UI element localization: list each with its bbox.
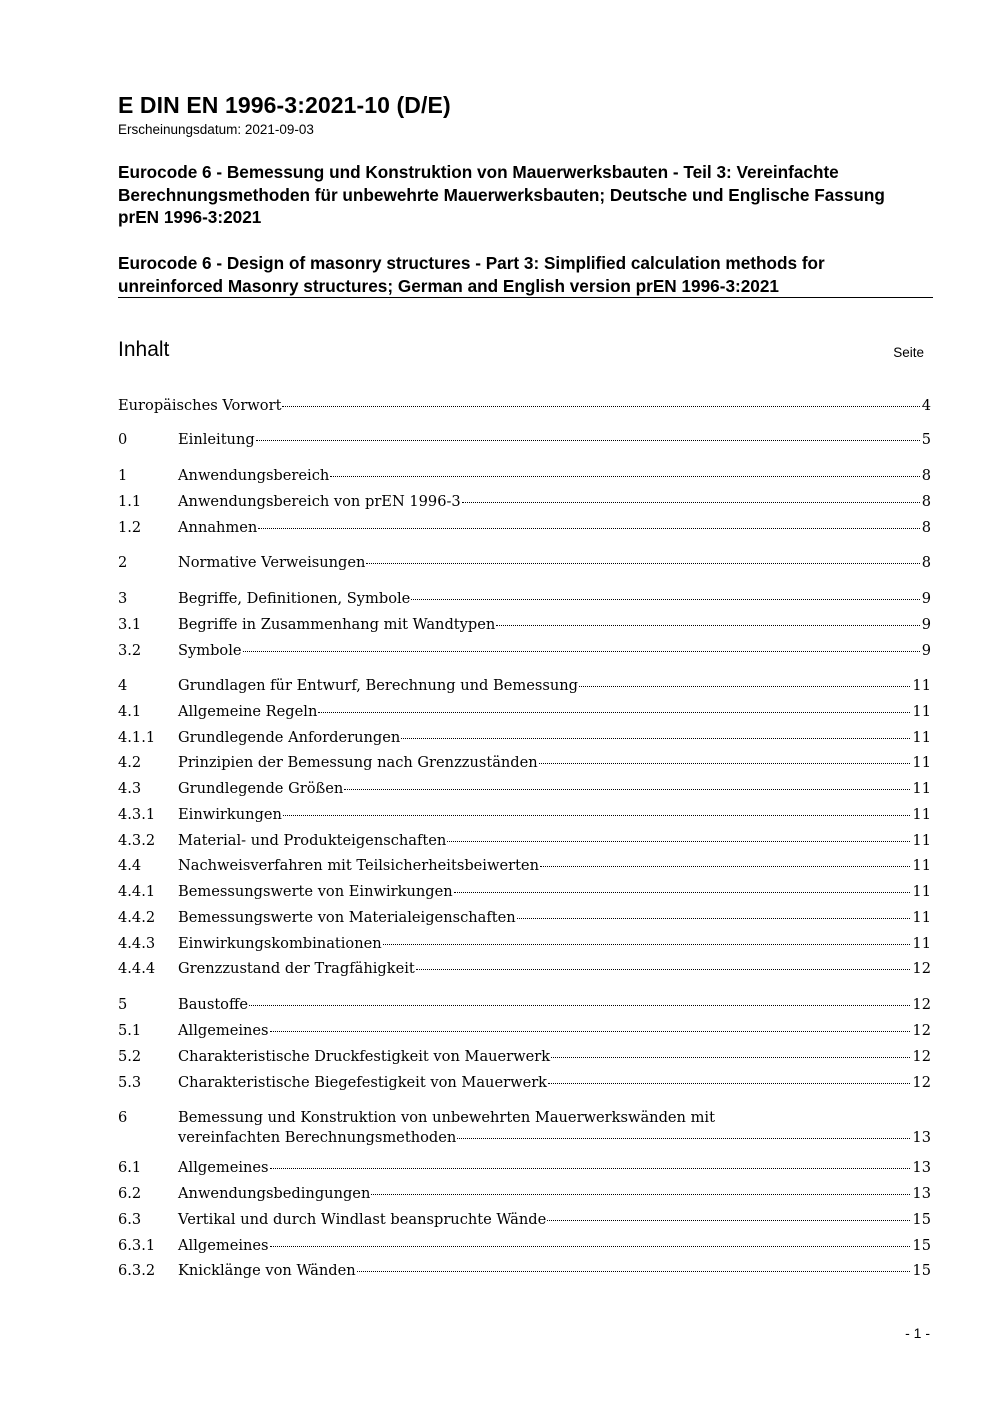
- toc-entry[interactable]: [118, 779, 931, 799]
- toc-dot-leader: [383, 944, 911, 945]
- toc-entry-title[interactable]: Anwendungsbedingungen: [178, 1185, 371, 1202]
- toc-entry-title[interactable]: Annahmen: [178, 519, 258, 536]
- toc-entry-page[interactable]: 11: [912, 677, 931, 694]
- toc-entry-title[interactable]: Bemessungswerte von Materialeigenschaften: [178, 909, 516, 926]
- toc-entry-title[interactable]: Europäisches Vorwort: [118, 397, 282, 414]
- toc-entry[interactable]: [118, 589, 931, 609]
- toc-heading: Inhalt: [118, 338, 170, 361]
- toc-entry-page[interactable]: 12: [912, 1074, 931, 1091]
- toc-entry-number: 6.3.2: [118, 1262, 156, 1279]
- toc-entry[interactable]: [118, 430, 931, 450]
- toc-entry-page[interactable]: 11: [912, 754, 931, 771]
- toc-entry-page[interactable]: 8: [921, 519, 931, 536]
- toc-entry-page[interactable]: 12: [912, 1022, 931, 1039]
- toc-dot-leader: [330, 476, 919, 477]
- toc-entry-number: 4.4: [118, 857, 142, 874]
- toc-entry-number: 4.3.2: [118, 832, 156, 849]
- toc-dot-leader: [539, 763, 911, 764]
- toc-entry-title[interactable]: Grundlegende Anforderungen: [178, 729, 401, 746]
- toc-entry-title[interactable]: Prinzipien der Bemessung nach Grenzzuständen: [178, 754, 538, 771]
- toc-entry-page[interactable]: 12: [912, 1048, 931, 1065]
- toc-entry-page[interactable]: 11: [912, 909, 931, 926]
- toc-entry-title[interactable]: Vertikal und durch Windlast beanspruchte Wände: [178, 1211, 547, 1228]
- toc-entry-number: 4.1.1: [118, 729, 156, 746]
- publication-date: Erscheinungsdatum: 2021-09-03: [118, 122, 314, 137]
- toc-entry-title[interactable]: Baustoffe: [178, 996, 248, 1013]
- toc-entry[interactable]: [118, 1021, 931, 1041]
- toc-dot-leader: [344, 789, 910, 790]
- toc-entry-title[interactable]: Anwendungsbereich von prEN 1996-3: [178, 493, 461, 510]
- toc-dot-leader: [282, 406, 919, 407]
- toc-entry[interactable]: [118, 728, 931, 748]
- toc-entry-page[interactable]: 11: [912, 729, 931, 746]
- toc-entry-title[interactable]: Begriffe in Zusammenhang mit Wandtypen: [178, 616, 496, 633]
- toc-entry-page[interactable]: 8: [921, 493, 931, 510]
- toc-dot-leader: [548, 1083, 910, 1084]
- title-german: Eurocode 6 - Bemessung und Konstruktion von Mauerwerksbauten - Teil 3: Vereinfachte Berechnungsmethoden für unbewehrte Mauerwerksbauten; Deutsche und Englische Fassung prEN 1996-3:2021: [118, 162, 885, 227]
- toc-entry[interactable]: [118, 1158, 931, 1178]
- toc-entry[interactable]: [118, 908, 931, 928]
- toc-entry-page[interactable]: 11: [912, 832, 931, 849]
- toc-entry-title[interactable]: Nachweisverfahren mit Teilsicherheitsbeiwerten: [178, 857, 539, 874]
- toc-entry-title[interactable]: Einwirkungskombinationen: [178, 935, 382, 952]
- toc-entry-page[interactable]: 13: [912, 1185, 931, 1202]
- toc-entry-title[interactable]: Bemessungswerte von Einwirkungen: [178, 883, 453, 900]
- toc-entry[interactable]: [118, 856, 931, 876]
- toc-entry-title[interactable]: Einwirkungen: [178, 806, 282, 823]
- toc-dot-leader: [249, 1005, 910, 1006]
- toc-entry[interactable]: [118, 934, 931, 954]
- toc-dot-leader: [462, 502, 920, 503]
- toc-entry-title[interactable]: Allgemeines: [178, 1022, 269, 1039]
- toc-entry-number: 3.2: [118, 642, 142, 659]
- toc-entry[interactable]: [118, 831, 931, 851]
- toc-entry-number: 6.3.1: [118, 1237, 156, 1254]
- toc-entry[interactable]: [118, 615, 931, 635]
- toc-entry-number: 6.3: [118, 1211, 142, 1228]
- toc-entry-number: 2: [118, 554, 128, 571]
- toc-dot-leader: [318, 712, 910, 713]
- toc-entry[interactable]: [118, 702, 931, 722]
- toc-entry-page[interactable]: 5: [921, 431, 931, 448]
- toc-entry-title[interactable]: Begriffe, Definitionen, Symbole: [178, 590, 411, 607]
- toc-entry[interactable]: [118, 959, 931, 979]
- toc-entry[interactable]: [118, 753, 931, 773]
- toc-entry-number: 4.4.1: [118, 883, 156, 900]
- toc-dot-leader: [357, 1271, 911, 1272]
- toc-entry-number: 5.1: [118, 1022, 142, 1039]
- toc-entry[interactable]: [118, 492, 931, 512]
- toc-entry-number: 4.1: [118, 703, 142, 720]
- toc-dot-leader: [283, 815, 911, 816]
- toc-entry[interactable]: [118, 396, 931, 416]
- toc-entry-page[interactable]: 15: [912, 1237, 931, 1254]
- toc-entry-title[interactable]: Charakteristische Biegefestigkeit von Mauerwerk: [178, 1074, 548, 1091]
- toc-entry-title[interactable]: Grenzzustand der Tragfähigkeit: [178, 960, 415, 977]
- toc-entry[interactable]: [118, 676, 931, 696]
- toc-entry-page[interactable]: 12: [912, 996, 931, 1013]
- toc-entry-number: 4.3.1: [118, 806, 156, 823]
- toc-entry[interactable]: [118, 641, 931, 661]
- toc-entry-page[interactable]: 15: [912, 1211, 931, 1228]
- toc-entry-title[interactable]: Allgemeines: [178, 1237, 269, 1254]
- toc-dot-leader: [270, 1246, 911, 1247]
- toc-entry-title[interactable]: Normative Verweisungen: [178, 554, 366, 571]
- toc-entry-number: 4.4.2: [118, 909, 156, 926]
- toc-entry-title[interactable]: Allgemeine Regeln: [178, 703, 318, 720]
- toc-entry-number: 4: [118, 677, 128, 694]
- toc-dot-leader: [256, 440, 920, 441]
- toc-dot-leader: [366, 563, 919, 564]
- toc-entry-number: 3: [118, 590, 128, 607]
- toc-entry[interactable]: [118, 1261, 931, 1281]
- toc-entry-page[interactable]: 13: [912, 1159, 931, 1176]
- toc-entry-page[interactable]: 11: [912, 857, 931, 874]
- toc-dot-leader: [258, 528, 919, 529]
- toc-entry-number: 4.3: [118, 780, 142, 797]
- toc-dot-leader: [270, 1031, 911, 1032]
- toc-entry-number: 1: [118, 467, 128, 484]
- toc-entry-number: 0: [118, 431, 128, 448]
- toc-entry-page[interactable]: 11: [912, 780, 931, 797]
- toc-entry-title[interactable]: Anwendungsbereich: [178, 467, 330, 484]
- toc-dot-leader: [540, 866, 910, 867]
- toc-entry-page[interactable]: 15: [912, 1262, 931, 1279]
- toc-entry-page[interactable]: 11: [912, 703, 931, 720]
- page-number: - 1 -: [905, 1325, 930, 1341]
- toc-entry-title[interactable]: Grundlegende Größen: [178, 780, 344, 797]
- toc-entry-title[interactable]: Material- und Produkteigenschaften: [178, 832, 447, 849]
- toc-entry-page[interactable]: 11: [912, 883, 931, 900]
- toc-entry-page[interactable]: 13: [912, 1129, 931, 1146]
- toc-entry-page[interactable]: 9: [921, 590, 931, 607]
- toc-entry[interactable]: [118, 805, 931, 825]
- toc-entry-number: 6.1: [118, 1159, 142, 1176]
- toc-dot-leader: [457, 1138, 910, 1139]
- toc-entry-number: 5: [118, 996, 128, 1013]
- toc-entry-title[interactable]: Grundlagen für Entwurf, Berechnung und Bemessung: [178, 677, 578, 694]
- toc-dot-leader: [496, 625, 919, 626]
- toc-entry-title[interactable]: Symbole: [178, 642, 242, 659]
- toc-entry[interactable]: [118, 518, 931, 538]
- toc-entry-page[interactable]: 11: [912, 935, 931, 952]
- toc-entry[interactable]: [118, 1236, 931, 1256]
- toc-entry-number: 4.4.3: [118, 935, 156, 952]
- toc-entry[interactable]: [118, 553, 931, 573]
- toc-entry-page[interactable]: 9: [921, 642, 931, 659]
- toc-entry-title[interactable]: Allgemeines: [178, 1159, 269, 1176]
- toc-entry-page[interactable]: 4: [921, 397, 931, 414]
- toc-entry-page[interactable]: 9: [921, 616, 931, 633]
- toc-dot-leader: [243, 651, 920, 652]
- toc-entry-title[interactable]: Knicklänge von Wänden: [178, 1262, 356, 1279]
- toc-entry[interactable]: [118, 466, 931, 486]
- toc-dot-leader: [411, 599, 919, 600]
- toc-entry-page[interactable]: 8: [921, 467, 931, 484]
- toc-dot-leader: [447, 841, 910, 842]
- toc-dot-leader: [401, 738, 910, 739]
- toc-dot-leader: [416, 969, 911, 970]
- toc-entry-number: 4.2: [118, 754, 142, 771]
- toc-dot-leader: [270, 1168, 911, 1169]
- toc-page-column-label: Seite: [893, 345, 924, 360]
- toc-entry-title[interactable]: Charakteristische Druckfestigkeit von Mauerwerk: [178, 1048, 551, 1065]
- toc-entry-number: 5.3: [118, 1074, 142, 1091]
- toc-entry-page[interactable]: 11: [912, 806, 931, 823]
- document-title: E DIN EN 1996-3:2021-10 (D/E): [118, 92, 451, 118]
- toc-entry-number: 4.4.4: [118, 960, 156, 977]
- toc-entry[interactable]: [118, 882, 931, 902]
- toc-dot-leader: [547, 1220, 910, 1221]
- toc-entry[interactable]: [118, 1073, 931, 1093]
- toc-entry[interactable]: [118, 1210, 931, 1230]
- toc-entry-number: 6.2: [118, 1185, 142, 1202]
- toc-entry[interactable]: [118, 1108, 931, 1148]
- toc-entry-number: 3.1: [118, 616, 142, 633]
- toc-dot-leader: [517, 918, 911, 919]
- toc-entry[interactable]: [118, 1047, 931, 1067]
- toc-dot-leader: [454, 892, 911, 893]
- toc-entry-title[interactable]: Einleitung: [178, 431, 255, 448]
- toc-entry[interactable]: [118, 995, 931, 1015]
- toc-dot-leader: [579, 686, 910, 687]
- toc-entry-number: 1.1: [118, 493, 142, 510]
- toc-entry-number: 6: [118, 1109, 128, 1126]
- toc-dot-leader: [371, 1194, 910, 1195]
- toc-entry-title-continuation[interactable]: vereinfachten Berechnungsmethoden: [178, 1129, 457, 1146]
- toc-entry-number: 1.2: [118, 519, 142, 536]
- toc-entry-page[interactable]: 12: [912, 960, 931, 977]
- toc-entry-title[interactable]: Bemessung und Konstruktion von unbewehrten Mauerwerkswänden mit: [178, 1109, 715, 1126]
- toc-entry[interactable]: [118, 1184, 931, 1204]
- toc-entry-number: 5.2: [118, 1048, 142, 1065]
- toc-dot-leader: [551, 1057, 910, 1058]
- toc-entry-page[interactable]: 8: [921, 554, 931, 571]
- title-english: Eurocode 6 - Design of masonry structures - Part 3: Simplified calculation methods for unreinforced Masonry structures; German and English version prEN 1996-3:2021: [118, 253, 825, 296]
